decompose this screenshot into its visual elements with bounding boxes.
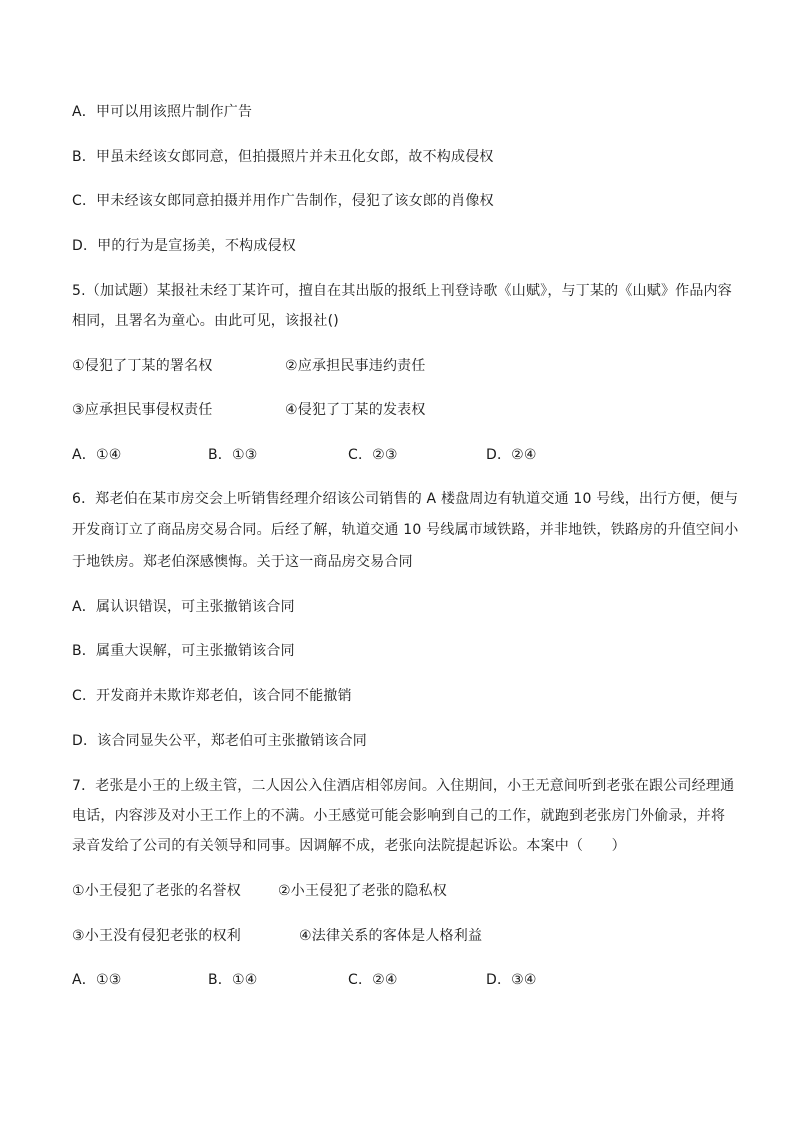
- q7-item-4: ④法律关系的客体是人格利益: [299, 928, 483, 944]
- q6-option-c: C．开发商并未欺诈郑老伯，该合同不能撤销: [72, 688, 352, 704]
- q7-stem-line-1: 7．老张是小王的上级主管，二人因公入住酒店相邻房间。入住期间，小王无意间听到老张在跟公司经理通: [72, 778, 735, 794]
- q7-stem-line-2: 电话，内容涉及对小王工作上的不满。小王感觉可能会影响到自己的工作，就跑到老张房门外偷录，并将: [72, 808, 726, 824]
- q7-stem-line-3: 录音发给了公司的有关领导和同事。因调解不成，老张向法院提起诉讼。本案中（ ）: [72, 838, 626, 854]
- q7-item-3: ③小王没有侵犯老张的权利: [72, 928, 241, 944]
- q6-stem-line-2: 开发商订立了商品房交易合同。后经了解，轨道交通 10 号线属市域铁路，并非地铁，铁路房的升值空间小: [72, 522, 739, 538]
- q4-option-b: B．甲虽未经该女郎同意，但拍摄照片并未丑化女郎，故不构成侵权: [72, 149, 494, 165]
- q4-option-d: D．甲的行为是宣扬美，不构成侵权: [72, 238, 296, 254]
- q5-item-3: ③应承担民事侵权责任: [72, 402, 213, 418]
- q5-item-1: ①侵犯了丁某的署名权: [72, 358, 213, 374]
- q4-option-a: A．甲可以用该照片制作广告: [72, 104, 253, 120]
- q5-stem-line-2: 相同，且署名为童心。由此可见，该报社(): [72, 313, 339, 329]
- q5-choice-d: D．②④: [486, 447, 537, 463]
- q7-item-2: ②小王侵犯了老张的隐私权: [278, 883, 447, 899]
- q7-choice-a: A．①③: [72, 972, 122, 988]
- q7-choice-b: B．①④: [208, 972, 258, 988]
- q6-option-d: D．该合同显失公平，郑老伯可主张撤销该合同: [72, 733, 367, 749]
- q7-item-1: ①小王侵犯了老张的名誉权: [72, 883, 241, 899]
- q7-choice-c: C．②④: [348, 972, 398, 988]
- q5-choice-a: A．①④: [72, 447, 122, 463]
- q6-stem-line-3: 于地铁房。郑老伯深感懊悔。关于这一商品房交易合同: [72, 554, 413, 570]
- q6-option-a: A．属认识错误，可主张撤销该合同: [72, 599, 295, 615]
- q6-option-b: B．属重大误解，可主张撤销该合同: [72, 643, 295, 659]
- q7-choice-d: D．③④: [486, 972, 537, 988]
- q5-stem-line-1: 5.（加试题）某报社未经丁某许可，擅自在其出版的报纸上刊登诗歌《山赋》，与丁某的《山赋》作品内容: [72, 283, 732, 299]
- q5-choice-b: B．①③: [208, 447, 258, 463]
- q5-choice-c: C．②③: [348, 447, 398, 463]
- q5-item-2: ②应承担民事违约责任: [285, 358, 426, 374]
- q5-item-4: ④侵犯了丁某的发表权: [285, 402, 426, 418]
- q4-option-c: C．甲未经该女郎同意拍摄并用作广告制作，侵犯了该女郎的肖像权: [72, 193, 494, 209]
- q6-stem-line-1: 6．郑老伯在某市房交会上听销售经理介绍该公司销售的 A 楼盘周边有轨道交通 10 号线，出行方便，便与: [72, 491, 739, 507]
